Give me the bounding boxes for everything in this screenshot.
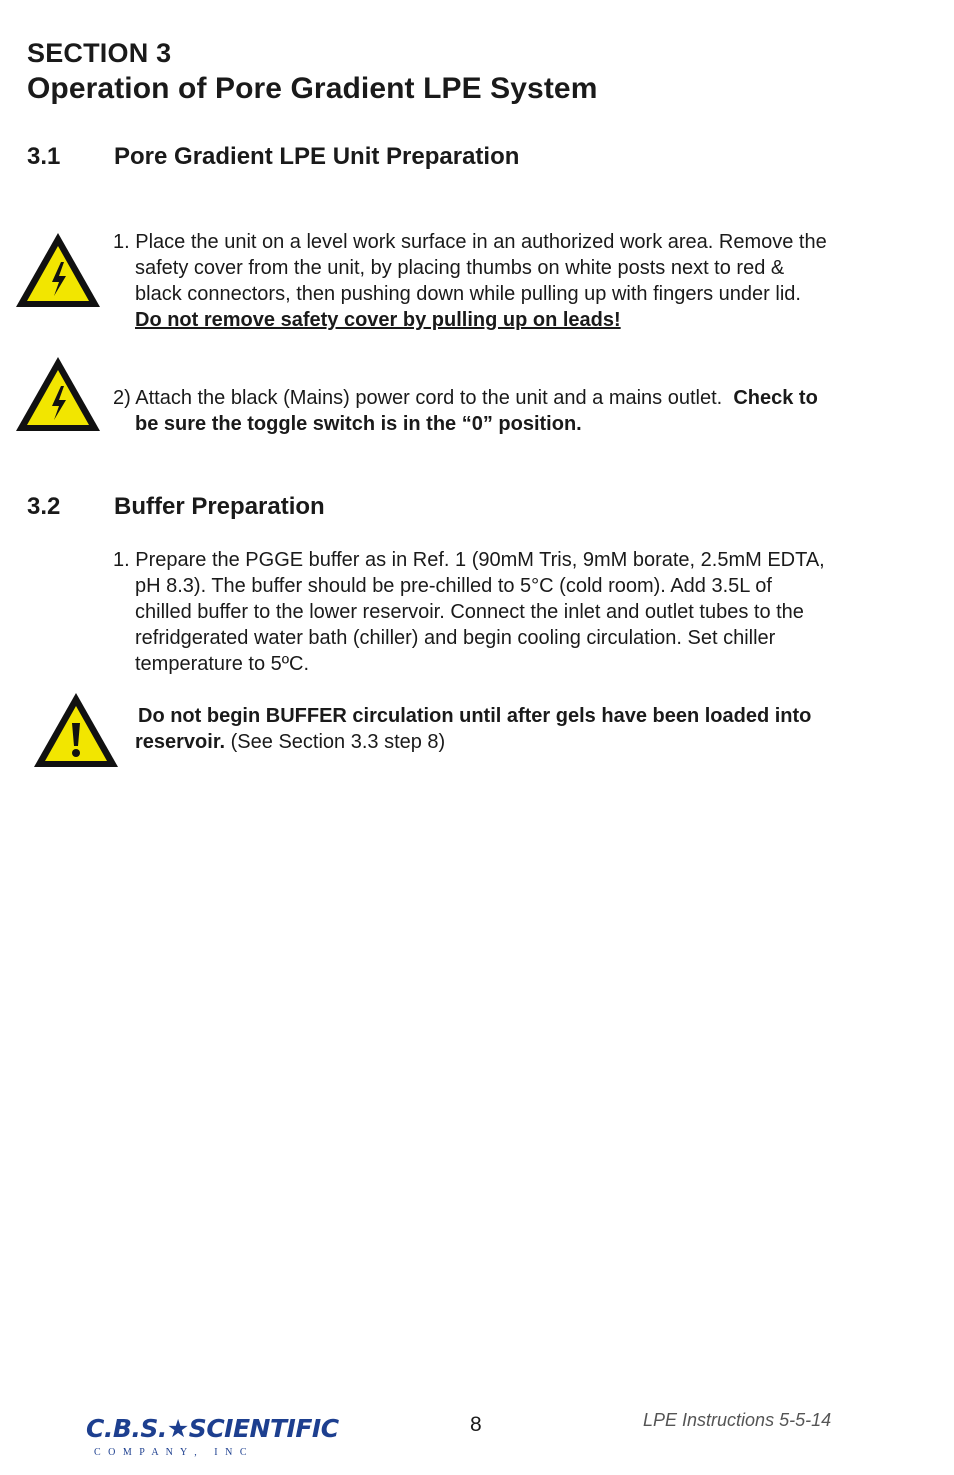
step-text: 2) Attach the black (Mains) power cord to the unit and a mains outlet. [113, 387, 723, 409]
high-voltage-warning-icon [14, 354, 102, 434]
page-number: 8 [470, 1413, 482, 1436]
step-text: Place the unit on a level work surface in an authorized work area. Remove the [135, 231, 827, 253]
logo-wordmark: C.B.S.★SCIENTIFIC [86, 1414, 339, 1443]
caution-text: reservoir. [135, 731, 226, 753]
prep-step-1 [113, 229, 903, 333]
logo-subtext: C O M P A N Y , I N C [94, 1447, 250, 1458]
subsection-title: Pore Gradient LPE Unit Preparation [114, 143, 520, 170]
caution-text: Do not begin BUFFER circulation until after gels have been loaded into [138, 705, 812, 727]
subsection-number: 3.1 [27, 143, 61, 170]
step-text: safety cover from the unit, by placing thumbs on white posts next to red & [135, 257, 785, 279]
exclamation-warning-icon [32, 690, 120, 770]
prep-step-2 [113, 385, 903, 437]
caution-reference: (See Section 3.3 step 8) [225, 731, 446, 753]
company-logo [86, 1414, 339, 1465]
safety-warning-text: Do not remove safety cover by pulling up on leads! [135, 309, 621, 331]
step-text: black connectors, then pushing down while pulling up with fingers under lid. [135, 283, 801, 305]
step-emphasis: be sure the toggle switch is in the “0” position. [135, 413, 582, 435]
step-text: 1. Prepare the PGGE buffer as in Ref. 1 (90mM Tris, 9mM borate, 2.5mM EDTA, [113, 549, 825, 571]
high-voltage-warning-icon [14, 230, 102, 310]
step-text: temperature to 5ºC. [135, 653, 310, 675]
step-text: chilled buffer to the lower reservoir. Connect the inlet and outlet tubes to the [135, 601, 804, 623]
step-marker: 1. [113, 231, 130, 253]
subsection-title: Buffer Preparation [114, 493, 325, 520]
step-text: pH 8.3). The buffer should be pre-chilled to 5°C (cold room). Add 3.5L of [135, 575, 772, 597]
subsection-number: 3.2 [27, 493, 61, 520]
section-title: Operation of Pore Gradient LPE System [27, 72, 598, 105]
section-label: SECTION 3 [27, 38, 172, 68]
step-emphasis: Check to [733, 387, 818, 409]
buffer-caution [135, 703, 925, 755]
document-label: LPE Instructions 5-5-14 [643, 1410, 832, 1430]
buffer-step-1 [113, 547, 903, 677]
step-text: refridgerated water bath (chiller) and begin cooling circulation. Set chiller [135, 627, 776, 649]
